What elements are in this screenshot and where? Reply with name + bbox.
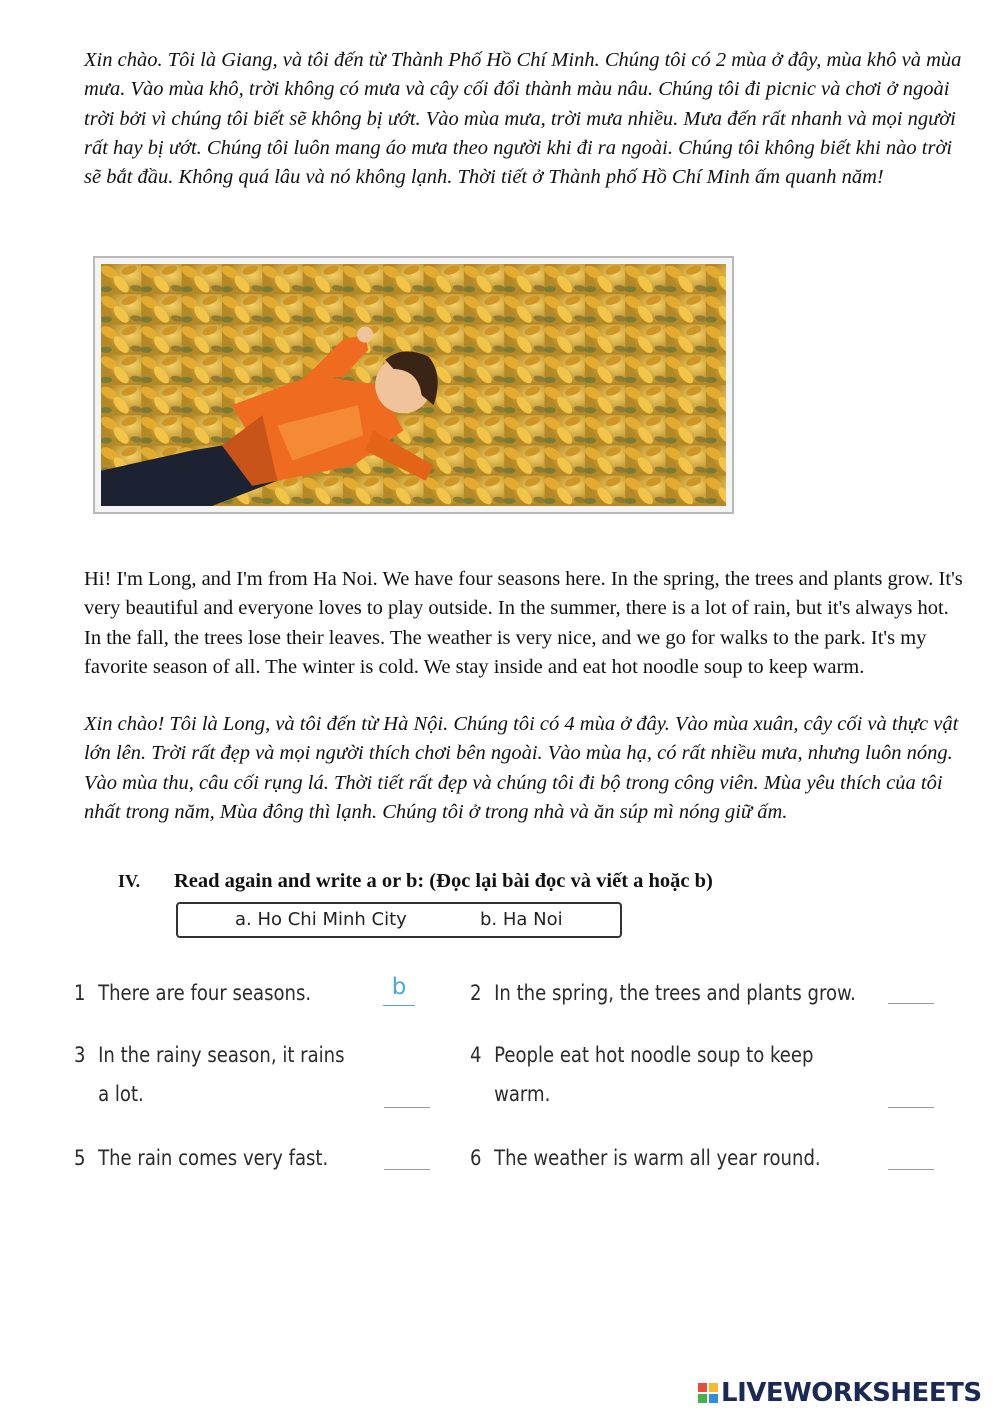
answer-1-underline [383, 1005, 415, 1006]
question-number: 4 [470, 1043, 482, 1067]
boy-in-autumn-leaves-photo [101, 264, 726, 506]
option-a: a. Ho Chi Minh City [235, 909, 407, 930]
question-number: 6 [470, 1146, 482, 1170]
logo-square-blue [709, 1394, 718, 1403]
question-text-line2: warm. [494, 1082, 551, 1106]
question-text: In the rainy season, it rains [98, 1043, 345, 1067]
passage-giang-vietnamese: Xin chào. Tôi là Giang, và tôi đến từ Thành Phố Hồ Chí Minh. Chúng tôi có 2 mùa ở đây, mùa khô và mùa mưa. Vào mùa khô, trời không có mưa và cây cối đổi thành màu nâu. Chúng tôi đi picnic và chơi ở ngoài trời bởi vì chúng tôi biết sẽ không bị ướt. Vào mùa mưa, trời mưa nhiều. Mưa đến rất nhanh và mọi người rất hay bị ướt. Chúng tôi luôn mang áo mưa theo người khi đi ra ngoài. Chúng tôi không biết khi nào trời sẽ bắt đầu. Không quá lâu và nó không lạnh. Thời tiết ở Thành phố Hồ Chí Minh ấm quanh năm! [84, 49, 962, 189]
answer-6-blank[interactable] [888, 1140, 934, 1170]
passage-long-english: Hi! I'm Long, and I'm from Ha Noi. We have four seasons here. In the spring, the trees and plants grow. It's very beautiful and everyone loves to play outside. In the summer, there is a lot of rain, but it's always hot. In the fall, the trees lose their leaves. The weather is very nice, and we go for walks to the park. It's my favorite season of all. The winter is cold. We stay inside and eat hot noodle soup to keep warm. [84, 568, 963, 678]
question-number: 2 [470, 981, 482, 1005]
question-5 [74, 1138, 328, 1178]
question-4-continued [470, 1074, 550, 1114]
answer-1[interactable]: b [391, 974, 407, 1000]
exercise-heading [118, 870, 713, 893]
liveworksheets-logo-icon [698, 1383, 718, 1403]
question-6 [470, 1138, 821, 1178]
question-text: People eat hot noodle soup to keep [494, 1043, 814, 1067]
question-3 [74, 1035, 345, 1075]
exercise-number: IV. [118, 871, 141, 891]
logo-square-green [698, 1394, 707, 1403]
question-3-continued [74, 1074, 144, 1114]
question-number: 3 [74, 1043, 86, 1067]
answer-5-blank[interactable] [384, 1140, 430, 1170]
answer-4-blank[interactable] [888, 1078, 934, 1108]
question-number: 5 [74, 1146, 86, 1170]
question-1 [74, 973, 311, 1013]
question-number: 1 [74, 981, 86, 1005]
brand-text: LIVEWORKSHEETS [721, 1378, 982, 1408]
answer-2-blank[interactable] [888, 974, 934, 1004]
question-4 [470, 1035, 814, 1075]
question-text: In the spring, the trees and plants grow. [494, 981, 856, 1005]
answer-key-box [176, 902, 622, 938]
liveworksheets-brand[interactable] [698, 1378, 982, 1408]
question-text: The rain comes very fast. [98, 1146, 329, 1170]
logo-square-red [698, 1383, 707, 1392]
option-b: b. Ha Noi [480, 909, 563, 930]
photo-frame [93, 256, 734, 514]
logo-square-yellow [709, 1383, 718, 1392]
passage-long-vietnamese: Xin chào! Tôi là Long, và tôi đến từ Hà Nội. Chúng tôi có 4 mùa ở đây. Vào mùa xuân, cây cối và thực vật lớn lên. Trời rất đẹp và mọi người thích chơi bên ngoài. Vào mùa hạ, có rất nhiều mưa, nhưng luôn nóng. Vào mùa thu, câu cối rụng lá. Thời tiết rất đẹp và chúng tôi đi bộ trong công viên. Mùa yêu thích của tôi nhất trong năm, Mùa đông thì lạnh. Chúng tôi ở trong nhà và ăn súp mì nóng giữ ấm. [84, 713, 959, 823]
question-text-line2: a lot. [98, 1082, 144, 1106]
question-text: There are four seasons. [98, 981, 312, 1005]
exercise-title: Read again and write a or b: (Đọc lại bài đọc và viết a hoặc b) [174, 870, 713, 892]
question-2 [470, 973, 856, 1013]
answer-3-blank[interactable] [384, 1078, 430, 1108]
question-text: The weather is warm all year round. [494, 1146, 821, 1170]
